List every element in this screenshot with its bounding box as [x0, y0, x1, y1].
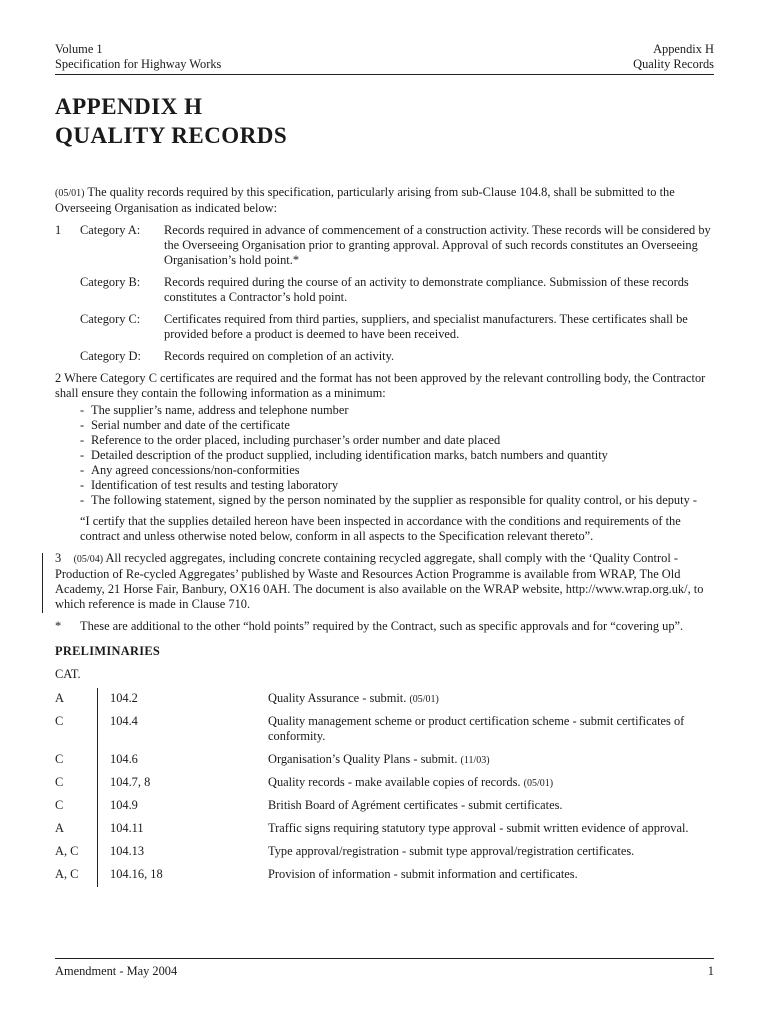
list-item: - Serial number and date of the certificate — [55, 418, 714, 433]
cat-cell: C — [55, 752, 64, 766]
certificate-requirements-list — [55, 403, 714, 508]
cat-cell: A, C — [55, 844, 79, 858]
list-item: - Any agreed concessions/non-conformities — [55, 463, 714, 478]
cat-cell: C — [55, 775, 64, 789]
cat-cell: A — [55, 691, 64, 705]
description-text: Quality records - make available copies of records. — [268, 775, 521, 789]
cat-column-header: CAT. — [55, 667, 81, 681]
header-left — [55, 42, 221, 72]
category-text: Certificates required from third parties, suppliers, and specialist manufacturers. These certificates shall be provided before a product is deemed to have been received. — [164, 312, 688, 341]
page-number: 1 — [707, 964, 714, 978]
description-text: Provision of information - submit information and certificates. — [268, 867, 578, 881]
appendix-label: Appendix H — [653, 42, 714, 56]
list-item: - The following statement, signed by the person nominated by the supplier as responsible for quality control, or his deputy - — [55, 493, 714, 508]
clause-cell: 104.7, 8 — [98, 772, 269, 795]
description-text: Quality Assurance - submit. — [268, 691, 407, 705]
specification-label: Specification for Highway Works — [55, 57, 222, 71]
description-cell — [268, 818, 714, 841]
list-item: - Identification of test results and testing laboratory — [55, 478, 714, 493]
section-label: Quality Records — [633, 57, 714, 71]
clause-cell: 104.2 — [98, 688, 269, 711]
amendment-date: Amendment - May 2004 — [55, 964, 178, 978]
description-text: Quality management scheme or product certification scheme - submit certificates of conformity. — [268, 714, 685, 743]
amendment-ref: (05/01) — [55, 188, 85, 199]
description-cell — [268, 795, 714, 818]
page-header — [55, 40, 714, 75]
amendment-ref: (05/01) — [523, 778, 554, 789]
preliminaries-table — [55, 688, 714, 887]
description-text: Traffic signs requiring statutory type approval - submit written evidence of approval. — [268, 821, 689, 835]
category-label: Category A: — [80, 223, 141, 237]
cat-cell: C — [55, 798, 64, 812]
page-footer — [55, 958, 714, 978]
header-right — [633, 42, 714, 72]
paragraph-number: 1 — [55, 223, 62, 237]
category-text: Records required in advance of commencement of a construction activity. These records will be considered by the Overseeing Organisation prior to granting approval. Approval of such records constitutes an Overseeing Organisation’s hold point.* — [164, 223, 711, 267]
volume-label: Volume 1 — [55, 42, 103, 56]
description-cell — [268, 841, 714, 864]
description-text: Organisation’s Quality Plans - submit. — [268, 752, 458, 766]
description-cell — [268, 864, 714, 887]
footnote-text: These are additional to the other “hold points” required by the Contract, such as specific approvals and for “covering up”. — [80, 619, 684, 633]
list-item: - Detailed description of the product supplied, including identification marks, batch numbers and quantity — [55, 448, 714, 463]
table-row — [55, 864, 714, 887]
table-row — [55, 795, 714, 818]
list-item: - Reference to the order placed, including purchaser’s order number and date placed — [55, 433, 714, 448]
clause-cell: 104.16, 18 — [98, 864, 269, 887]
clause-cell: 104.11 — [98, 818, 269, 841]
clause-cell: 104.6 — [98, 749, 269, 772]
category-label: Category D: — [80, 349, 141, 363]
description-cell — [268, 711, 714, 749]
table-row — [55, 818, 714, 841]
category-item — [55, 223, 714, 268]
amendment-ref: (05/04) — [73, 554, 104, 565]
amendment-ref: (11/03) — [460, 755, 490, 766]
paragraph-3-text: All recycled aggregates, including concrete containing recycled aggregate, shall comply with the ‘Quality Control - Production of Re-cycled Aggregates’ published by Waste and Resources Action Programme is available from WRAP, The Old Academy, 21 Horse Fair, Banbury, OX16 0AH. The document is also available on the WRAP website, http://www.wrap.org.uk/, to which reference is made in Clause 710. — [55, 551, 704, 611]
clause-cell: 104.13 — [98, 841, 269, 864]
table-row — [55, 772, 714, 795]
category-item — [55, 312, 714, 342]
page-title — [55, 92, 287, 150]
category-item — [55, 349, 714, 364]
clause-cell: 104.4 — [98, 711, 269, 749]
cat-cell: A — [55, 821, 64, 835]
cat-cell: A, C — [55, 867, 79, 881]
category-label: Category C: — [80, 312, 141, 326]
amendment-ref: (05/01) — [409, 694, 439, 705]
category-item — [55, 275, 714, 305]
category-text: Records required during the course of an activity to demonstrate compliance. Submission of these records constitutes a Contractor’s hold point. — [164, 275, 689, 304]
table-row — [55, 749, 714, 772]
description-cell — [268, 772, 714, 795]
description-text: Type approval/registration - submit type approval/registration certificates. — [268, 844, 635, 858]
description-cell — [268, 749, 714, 772]
section-heading: PRELIMINARIES — [55, 644, 161, 658]
paragraph-3 — [55, 551, 714, 612]
table-row — [55, 711, 714, 749]
intro-text: The quality records required by this specification, particularly arising from sub-Clause 104.8, shall be submitted to the Overseeing Organisation as indicated below: — [55, 185, 675, 215]
table-row — [55, 841, 714, 864]
clause-cell: 104.9 — [98, 795, 269, 818]
table-row — [55, 688, 714, 711]
change-bar — [42, 553, 43, 613]
certification-statement: “I certify that the supplies detailed hereon have been inspected in accordance with the conditions and requirements of the contract and unless otherwise noted below, conform in all aspects to the Specification relevant thereto”. — [80, 514, 681, 543]
title-line-2: QUALITY RECORDS — [55, 123, 288, 148]
category-label: Category B: — [80, 275, 141, 289]
cat-cell: C — [55, 714, 64, 728]
paragraph-2: 2 Where Category C certificates are required and the format has not been approved by the relevant controlling body, the Contractor shall ensure they contain the following information as a minimum: — [55, 371, 706, 400]
footnote — [55, 619, 714, 634]
description-text: British Board of Agrément certificates - submit certificates. — [268, 798, 563, 812]
category-text: Records required on completion of an activity. — [164, 349, 395, 363]
footnote-marker: * — [55, 619, 62, 633]
title-line-1: APPENDIX H — [55, 94, 203, 119]
document-body — [55, 185, 714, 887]
document-page — [55, 0, 714, 1024]
intro-paragraph — [55, 185, 714, 216]
list-item: - The supplier’s name, address and telephone number — [55, 403, 714, 418]
description-cell — [268, 688, 714, 711]
paragraph-number: 3 — [55, 551, 62, 565]
